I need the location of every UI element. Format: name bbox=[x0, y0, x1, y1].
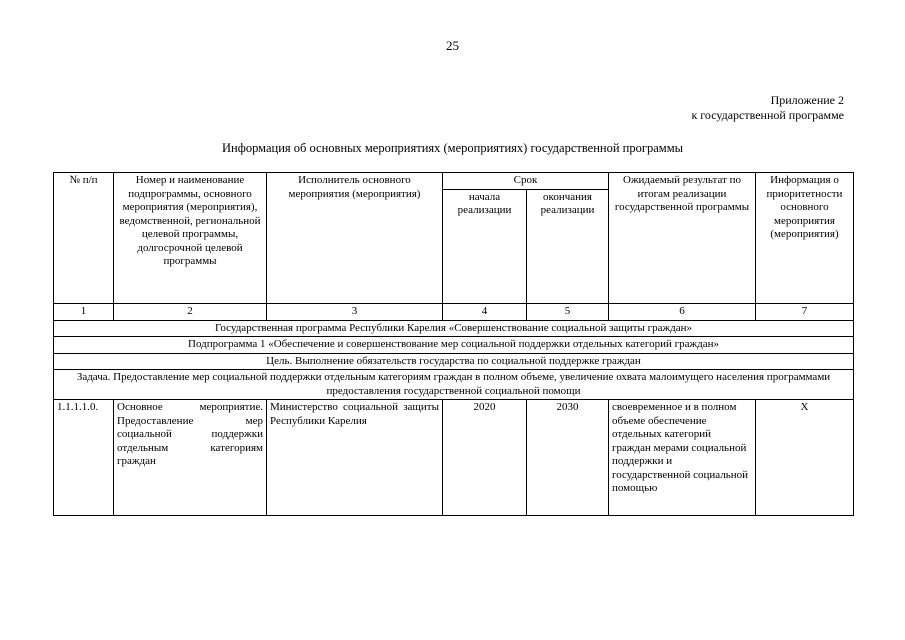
header-name: Номер и наименование подпрограммы, основного мероприятия (мероприятия), ведомственной, региональной целевой программы, долгосрочной целевой программы bbox=[114, 173, 267, 304]
program-title: Государственная программа Республики Карелия «Совершенствование социальной защиты граждан» bbox=[54, 320, 854, 337]
task-row bbox=[54, 370, 854, 400]
appendix-label bbox=[691, 93, 844, 123]
task-text: Задача. Предоставление мер социальной поддержки отдельным категориям граждан в полном объеме, увеличение охвата малоимущего населения программами предоставления государственной социальной помощи bbox=[54, 370, 854, 400]
column-number-5: 5 bbox=[527, 304, 609, 321]
header-result: Ожидаемый результат по итогам реализации государственной программы bbox=[609, 173, 756, 304]
row-number: 1.1.1.1.0. bbox=[54, 400, 114, 516]
header-term-start: начала реализации bbox=[443, 189, 527, 304]
header-number: № п/п bbox=[54, 173, 114, 304]
column-number-3: 3 bbox=[267, 304, 443, 321]
subprogram-title: Подпрограмма 1 «Обеспечение и совершенствование мер социальной поддержки отдельных категорий граждан» bbox=[54, 337, 854, 354]
appendix-line-2: к государственной программе bbox=[691, 108, 844, 122]
column-number-7: 7 bbox=[756, 304, 854, 321]
goal-row bbox=[54, 353, 854, 370]
page-number: 25 bbox=[446, 38, 459, 53]
header-executor: Исполнитель основного мероприятия (мероприятия) bbox=[267, 173, 443, 304]
row-priority: Х bbox=[756, 400, 854, 516]
column-number-6: 6 bbox=[609, 304, 756, 321]
column-number-1: 1 bbox=[54, 304, 114, 321]
appendix-line-1: Приложение 2 bbox=[770, 93, 844, 107]
program-row bbox=[54, 320, 854, 337]
row-expected-result: своевременное и в полном объеме обеспечение отдельных категорий граждан мерами социальной поддержки и государственной социальной помощью bbox=[609, 400, 756, 516]
row-end-year: 2030 bbox=[527, 400, 609, 516]
header-priority: Информация о приоритетности основного мероприятия (мероприятия) bbox=[756, 173, 854, 304]
activities-table bbox=[53, 172, 854, 516]
row-name: Основное мероприятие. Предоставление мер социальной поддержки отдельным категориям граждан bbox=[114, 400, 267, 516]
table-row bbox=[54, 400, 854, 516]
document-title: Информация об основных мероприятиях (мероприятиях) государственной программы bbox=[222, 141, 683, 155]
column-number-4: 4 bbox=[443, 304, 527, 321]
row-start-year: 2020 bbox=[443, 400, 527, 516]
goal-text: Цель. Выполнение обязательств государства по социальной поддержке граждан bbox=[54, 353, 854, 370]
column-numbers-row bbox=[54, 304, 854, 321]
header-term-end: окончания реализации bbox=[527, 189, 609, 304]
subprogram-row bbox=[54, 337, 854, 354]
column-number-2: 2 bbox=[114, 304, 267, 321]
header-term: Срок bbox=[443, 173, 609, 190]
row-executor: Министерство социальной защиты Республики Карелия bbox=[267, 400, 443, 516]
header-row-1 bbox=[54, 173, 854, 190]
